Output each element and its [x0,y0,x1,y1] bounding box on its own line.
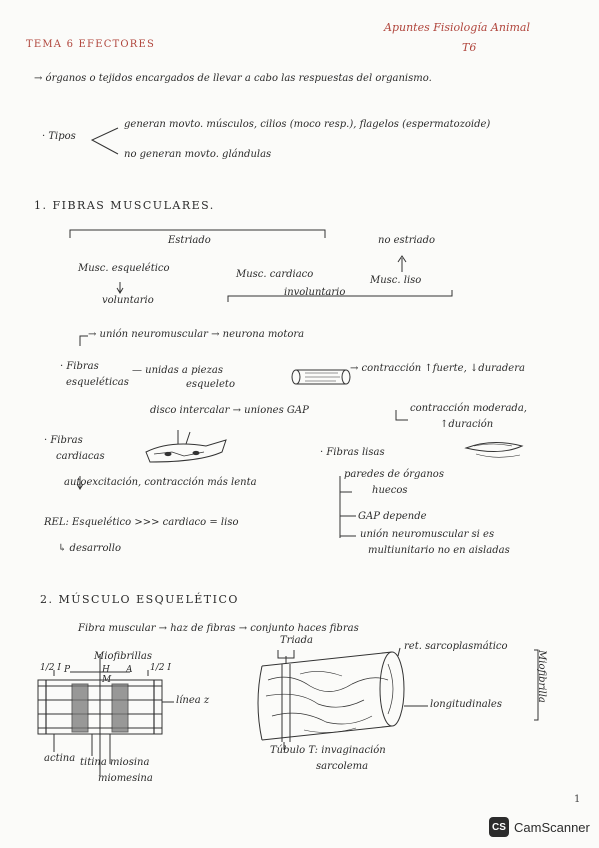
development-line: ↳ desarrollo [58,543,121,554]
band-m: M [102,675,112,685]
titin-label: titina [80,757,107,768]
section-1-title: 1. FIBRAS MUSCULARES. [34,199,215,212]
moderate-arrow [396,410,408,420]
band-a: A [126,665,133,675]
muscle-fiber-diagram [258,648,428,750]
hollow-organs-l1: paredes de órganos [344,469,444,480]
triad-label: Triada [280,635,313,646]
band-h: H [102,665,110,675]
voluntary-label: voluntario [102,295,154,306]
cardiac-muscle: Musc. cardiaco [236,269,314,280]
myomesin-label: miomesina [98,773,153,784]
type-glands: no generan movto. glándulas [124,149,272,160]
definition-text: → órganos o tejidos encargados de llevar a cabo las respuestas del organismo. [34,73,432,84]
myofibrils-label: Miofibrillas [94,651,152,662]
course-title: Apuntes Fisiología Animal [384,21,530,34]
moderate-contraction-l1: contracción moderada, [410,403,527,414]
camscanner-text: CamScanner [514,820,590,835]
actin-label: actina [44,753,76,764]
down-arrow [117,282,123,293]
up-arrow [398,256,406,272]
section-2-title: 2. MÚSCULO ESQUELÉTICO [40,593,239,606]
nm-junction-text: → unión neuromuscular → neurona motora [88,329,305,340]
camscanner-logo: CS [489,817,509,837]
rel-line: REL: Esquelético >>> cardiaco = liso [44,517,239,528]
non-striated-label: no estriado [378,235,436,246]
types-label: · Tipos [42,131,76,142]
smooth-fiber-sketch [466,442,522,457]
cardiac-fibers-l1: · Fibras [44,435,83,446]
nm-multiunit-l1: unión neuromuscular si es [360,529,495,540]
united-bones-l2: esqueleto [186,379,235,390]
ret-sarco-label: ret. sarcoplasmático [404,641,508,652]
hollow-organs-l2: huecos [372,485,408,496]
involuntary-label: involuntario [284,287,346,298]
types-brace [92,128,118,154]
page-number: 1 [574,794,581,805]
fiber-chain: Fibra muscular → haz de fibras → conjunto haces fibras [78,623,359,634]
skeletal-fibers-l1: · Fibras [60,361,99,372]
strong-contraction: → contracción ↑fuerte, ↓duradera [350,363,525,374]
skeletal-muscle: Musc. esquelético [78,263,170,274]
striated-label: Estriado [168,235,211,246]
skeletal-fiber-sketch [292,370,350,384]
type-movement: generan movto. músculos, cilios (moco resp.), flagelos (espermatozoide) [124,119,491,130]
gap-depends: GAP depende [358,511,427,522]
nm-multiunit-l2: multiunitario no en aisladas [368,545,510,556]
autoexcitation: autoexcitación, contracción más lenta [64,477,257,488]
line-z-label: línea z [176,695,210,706]
t-tubule-label: Túbulo T: invaginación [270,745,386,756]
half-i-right: 1/2 I [150,663,171,673]
band-p: P [64,665,71,675]
intercalated-disc: disco intercalar → uniones GAP [150,405,309,416]
smooth-muscle: Musc. liso [370,275,422,286]
half-i-left: 1/2 I [40,663,61,673]
longitudinal-label: longitudinales [430,699,502,710]
skeletal-fibers-l2: esqueléticas [66,377,129,388]
myosin-label: miosina [110,757,150,768]
sarcolemma-label: sarcolema [316,761,369,772]
unit-label: T6 [462,41,477,54]
cardiac-fiber-sketch [146,430,226,462]
cardiac-fibers-l2: cardiacas [56,451,105,462]
topic-title: TEMA 6 EFECTORES [26,39,156,50]
united-bones-l1: — unidas a piezas [132,365,223,376]
moderate-contraction-l2: ↑duración [440,419,494,430]
corner-arrow [80,336,88,346]
smooth-fibers: · Fibras lisas [320,447,385,458]
smooth-branch [340,476,356,538]
myofibril-side-label: Miofibrilla [536,650,547,703]
